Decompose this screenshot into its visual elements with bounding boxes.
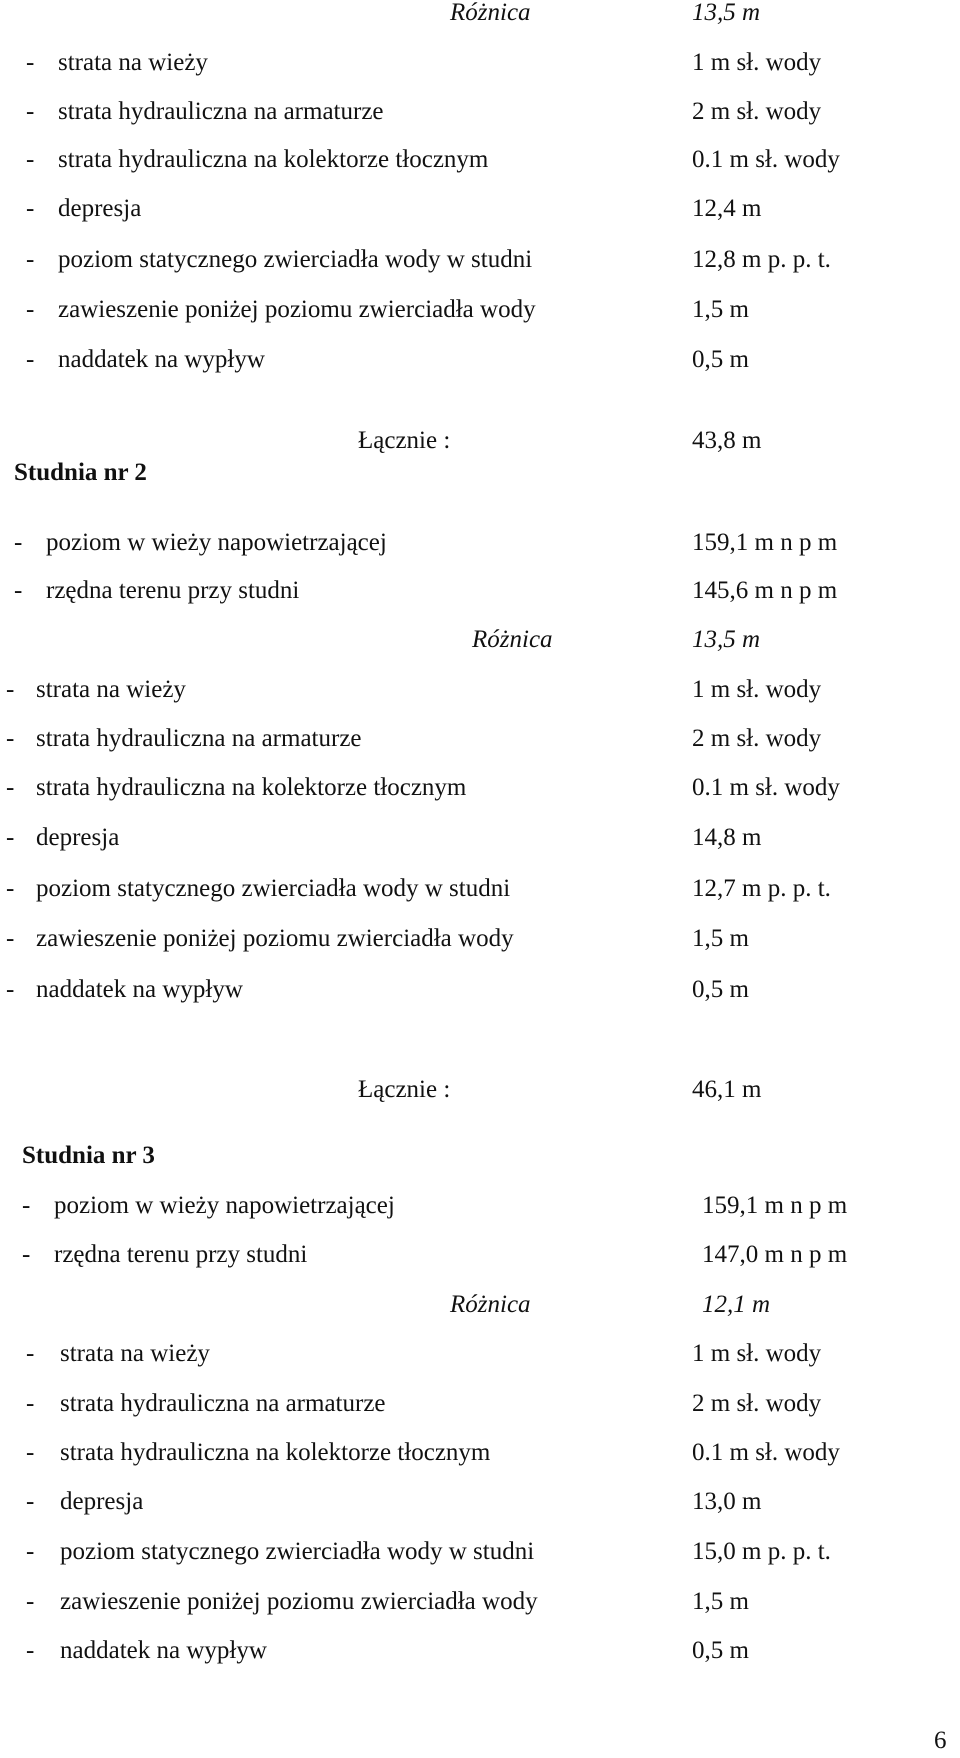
total-value: 46,1 m: [692, 1076, 762, 1103]
row-value: 2 m sł. wody: [692, 725, 822, 752]
row-label: poziom statycznego zwierciadła wody w studni: [58, 246, 533, 273]
list-dash: -: [6, 875, 15, 902]
row-value: 147,0 m n p m: [702, 1241, 848, 1268]
total-value: 43,8 m: [692, 427, 762, 454]
row-label: strata hydrauliczna na kolektorze tłocznym: [60, 1439, 491, 1466]
list-dash: -: [26, 296, 35, 323]
row-value: 159,1 m n p m: [692, 529, 838, 556]
row-value: 14,8 m: [692, 824, 762, 851]
row-label: zawieszenie poniżej poziomu zwierciadła wody: [60, 1588, 538, 1615]
row-label: zawieszenie poniżej poziomu zwierciadła wody: [58, 296, 536, 323]
row-label: naddatek na wypływ: [58, 346, 265, 373]
roznica-value: 13,5 m: [692, 626, 761, 653]
row-value: 12,8 m p. p. t.: [692, 246, 831, 273]
list-dash: -: [6, 976, 15, 1003]
list-dash: -: [26, 146, 35, 173]
row-value: 0,5 m: [692, 346, 749, 373]
row-value: 2 m sł. wody: [692, 1390, 822, 1417]
row-label: strata na wieży: [36, 676, 186, 703]
list-dash: -: [14, 529, 23, 556]
row-label: poziom statycznego zwierciadła wody w studni: [60, 1538, 535, 1565]
list-dash: -: [26, 49, 35, 76]
roznica-label: Różnica: [450, 1291, 531, 1318]
list-dash: -: [6, 774, 15, 801]
section-heading: Studnia nr 2: [14, 459, 147, 486]
row-label: zawieszenie poniżej poziomu zwierciadła wody: [36, 925, 514, 952]
section-heading: Studnia nr 3: [22, 1142, 155, 1169]
row-value: 12,7 m p. p. t.: [692, 875, 831, 902]
list-dash: -: [26, 246, 35, 273]
row-value: 1,5 m: [692, 925, 749, 952]
roznica-label: Różnica: [472, 626, 553, 653]
row-label: strata na wieży: [58, 49, 208, 76]
row-value: 1,5 m: [692, 1588, 749, 1615]
row-label: depresja: [58, 195, 142, 222]
row-value: 1 m sł. wody: [692, 676, 822, 703]
row-value: 0.1 m sł. wody: [692, 146, 840, 173]
row-value: 1,5 m: [692, 296, 749, 323]
row-value: 0,5 m: [692, 1637, 749, 1664]
row-label: strata hydrauliczna na armaturze: [36, 725, 362, 752]
list-dash: -: [26, 1439, 35, 1466]
list-dash: -: [6, 824, 15, 851]
row-value: 13,0 m: [692, 1488, 762, 1515]
row-value: 1 m sł. wody: [692, 1340, 822, 1367]
roznica-label: Różnica: [450, 0, 531, 26]
list-dash: -: [26, 1588, 35, 1615]
row-label: naddatek na wypływ: [60, 1637, 267, 1664]
list-dash: -: [26, 346, 35, 373]
roznica-value: 12,1 m: [702, 1291, 771, 1318]
list-dash: -: [14, 577, 23, 604]
total-label: Łącznie :: [358, 1076, 451, 1103]
row-label: poziom w wieży napowietrzającej: [54, 1192, 395, 1219]
list-dash: -: [26, 195, 35, 222]
row-label: strata na wieży: [60, 1340, 210, 1367]
row-label: poziom w wieży napowietrzającej: [46, 529, 387, 556]
row-label: strata hydrauliczna na kolektorze tłocznym: [36, 774, 467, 801]
row-value: 0.1 m sł. wody: [692, 774, 840, 801]
list-dash: -: [26, 1637, 35, 1664]
row-label: naddatek na wypływ: [36, 976, 243, 1003]
list-dash: -: [26, 1488, 35, 1515]
row-label: strata hydrauliczna na armaturze: [58, 98, 384, 125]
row-value: 145,6 m n p m: [692, 577, 838, 604]
row-value: 159,1 m n p m: [702, 1192, 848, 1219]
list-dash: -: [26, 1538, 35, 1565]
list-dash: -: [22, 1241, 31, 1268]
row-label: depresja: [60, 1488, 144, 1515]
row-value: 1 m sł. wody: [692, 49, 822, 76]
list-dash: -: [6, 676, 15, 703]
list-dash: -: [6, 725, 15, 752]
row-label: depresja: [36, 824, 120, 851]
row-value: 2 m sł. wody: [692, 98, 822, 125]
row-label: poziom statycznego zwierciadła wody w studni: [36, 875, 511, 902]
row-label: rzędna terenu przy studni: [46, 577, 300, 604]
total-label: Łącznie :: [358, 427, 451, 454]
list-dash: -: [22, 1192, 31, 1219]
row-value: 15,0 m p. p. t.: [692, 1538, 831, 1565]
row-value: 0,5 m: [692, 976, 749, 1003]
list-dash: -: [6, 925, 15, 952]
list-dash: -: [26, 1390, 35, 1417]
row-value: 0.1 m sł. wody: [692, 1439, 840, 1466]
row-label: rzędna terenu przy studni: [54, 1241, 308, 1268]
list-dash: -: [26, 1340, 35, 1367]
list-dash: -: [26, 98, 35, 125]
row-value: 12,4 m: [692, 195, 762, 222]
roznica-value: 13,5 m: [692, 0, 761, 26]
row-label: strata hydrauliczna na kolektorze tłocznym: [58, 146, 489, 173]
page-number: 6: [934, 1727, 947, 1754]
row-label: strata hydrauliczna na armaturze: [60, 1390, 386, 1417]
